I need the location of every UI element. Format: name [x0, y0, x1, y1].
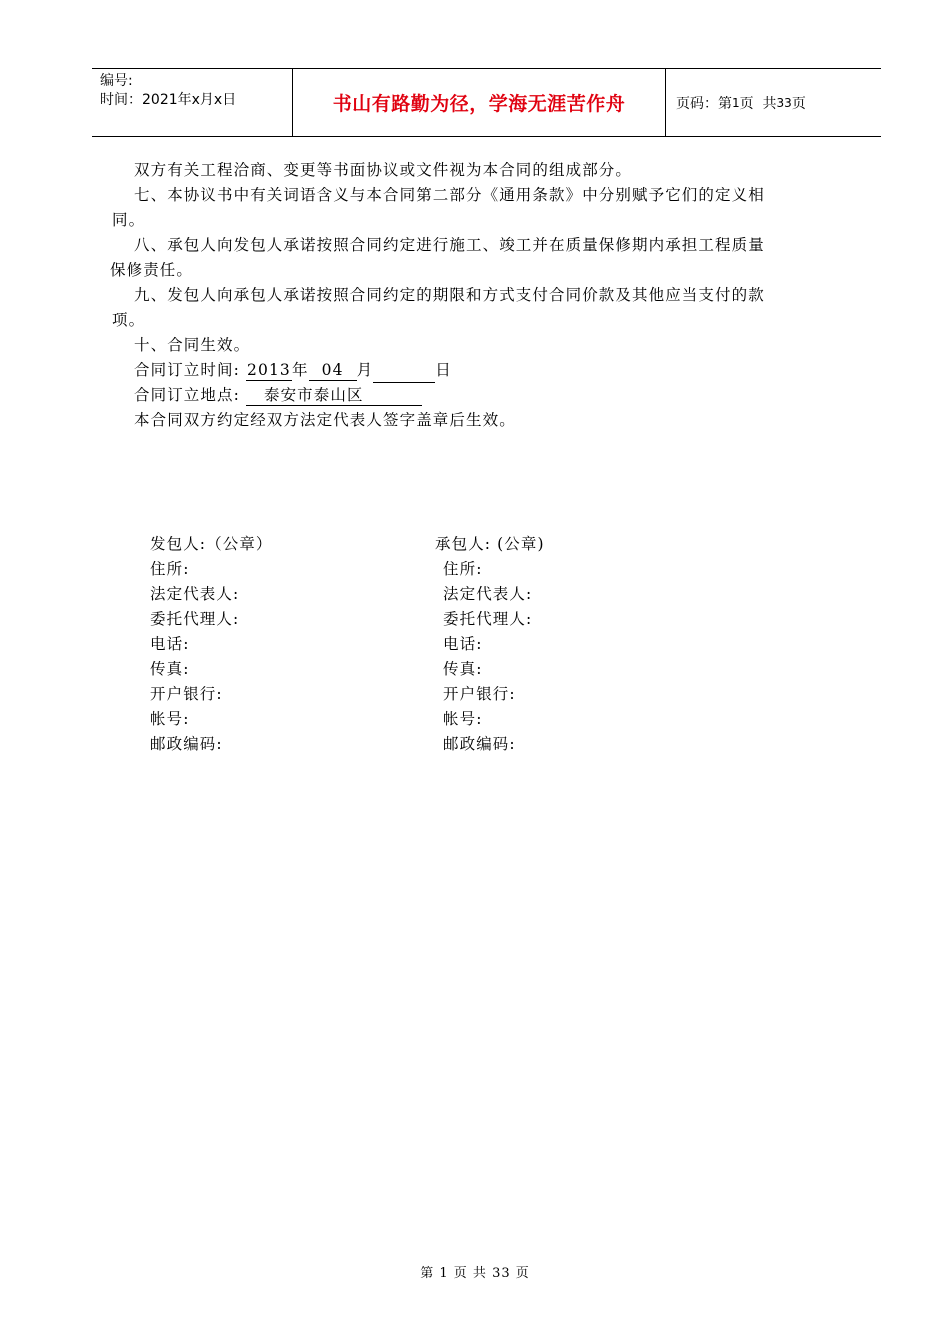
employer-title: 发包人:（公章） [150, 535, 273, 553]
header-page-info [666, 69, 881, 136]
year-unit: 年 [291, 361, 309, 379]
party-field-row [150, 582, 750, 607]
contract-day-blank [373, 363, 435, 383]
contractor-field: 电话: [443, 635, 483, 653]
party-titles [150, 532, 750, 557]
day-unit: 日 [435, 361, 452, 379]
contractor-field: 法定代表人: [443, 585, 533, 603]
footer-total: 33 [492, 1266, 511, 1281]
page-end: 页 [791, 95, 806, 112]
paragraph-line: 双方有关工程洽商、变更等书面协议或文件视为本合同的组成部分。 [134, 161, 633, 179]
contract-year: 2013 [247, 361, 291, 379]
signature-section [150, 532, 750, 757]
header-motto: 书山有路勤为径，学海无涯苦作舟 [293, 69, 666, 136]
paragraph-line: 项。 [112, 311, 146, 329]
serial-label: 编号: [100, 73, 133, 89]
contract-date-line [110, 358, 860, 383]
contract-place: 泰安市泰山区 [246, 386, 422, 406]
footer-prefix: 第 [420, 1266, 435, 1281]
paragraph-line: 八、承包人向发包人承诺按照合同约定进行施工、竣工并在质量保修期内承担工程质量 [134, 236, 765, 254]
party-field-row [150, 632, 750, 657]
page-footer [0, 1262, 950, 1281]
paragraph [110, 333, 860, 358]
page-total: 33 [776, 95, 792, 110]
contractor-field: 邮政编码: [443, 735, 516, 753]
party-field-row [150, 557, 750, 582]
contractor-field: 开户银行: [443, 685, 516, 703]
contractor-field: 传真: [443, 660, 483, 678]
footer-suffix: 页 [515, 1266, 530, 1281]
employer-field: 法定代表人: [150, 585, 240, 603]
contractor-field: 帐号: [443, 710, 483, 728]
employer-field: 电话: [150, 635, 190, 653]
contract-month: 04 [309, 361, 357, 381]
paragraph-line: 九、发包人向承包人承诺按照合同约定的期限和方式支付合同价款及其他应当支付的款 [134, 286, 765, 304]
party-field-row [150, 707, 750, 732]
contractor-field: 委托代理人: [443, 610, 533, 628]
employer-field: 传真: [150, 660, 190, 678]
paragraph [110, 183, 860, 233]
time-label: 时间：2021年x月x日 [100, 92, 237, 108]
page-number: 1 [732, 95, 740, 110]
page-header [92, 68, 881, 137]
page-label: 页码：第 [676, 95, 732, 112]
header-meta [92, 69, 293, 136]
contract-place-line [110, 383, 860, 408]
paragraph-line: 十、合同生效。 [134, 336, 251, 354]
paragraph-line: 七、本协议书中有关词语含义与本合同第二部分《通用条款》中分别赋予它们的定义相 [134, 186, 765, 204]
contract-effect-note: 本合同双方约定经双方法定代表人签字盖章后生效。 [134, 411, 516, 429]
paragraph [110, 158, 860, 183]
contractor-title: 承包人: (公章) [435, 535, 545, 553]
party-field-row [150, 732, 750, 757]
page-mid: 页 共 [739, 95, 777, 112]
footer-page: 1 [439, 1266, 449, 1281]
party-field-row [150, 682, 750, 707]
contractor-field: 住所: [443, 560, 483, 578]
employer-field: 开户银行: [150, 685, 223, 703]
paragraph-line: 保修责任。 [110, 261, 194, 279]
paragraph-line: 同。 [112, 211, 146, 229]
contract-place-label: 合同订立地点: [134, 386, 240, 404]
party-field-row [150, 607, 750, 632]
footer-mid: 页 共 [453, 1266, 487, 1281]
party-field-row [150, 657, 750, 682]
document-body [110, 158, 860, 433]
month-unit: 月 [356, 361, 374, 379]
employer-field: 委托代理人: [150, 610, 240, 628]
employer-field: 邮政编码: [150, 735, 223, 753]
employer-field: 帐号: [150, 710, 190, 728]
employer-field: 住所: [150, 560, 190, 578]
paragraph [110, 233, 860, 283]
contract-date-label: 合同订立时间: [134, 361, 240, 379]
paragraph [110, 283, 860, 333]
